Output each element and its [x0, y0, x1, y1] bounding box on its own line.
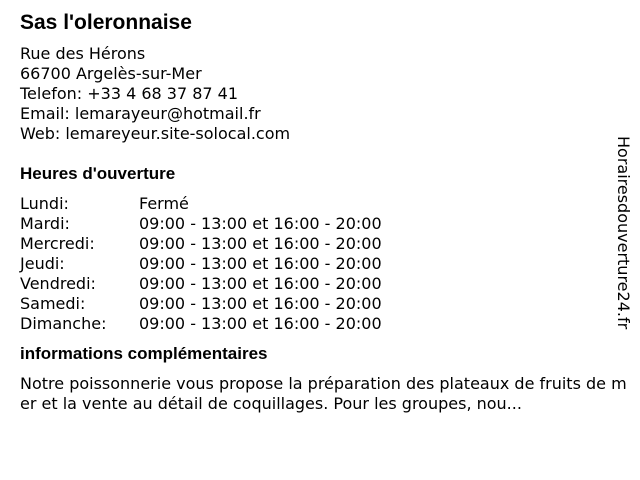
day-label: Mercredi: — [20, 234, 95, 253]
day-label: Samedi: — [20, 294, 86, 313]
time-value: 09:00 - 13:00 et 16:00 - 20:00 — [139, 214, 382, 233]
day-label: Dimanche: — [20, 314, 107, 333]
address-block — [20, 44, 620, 144]
info-description: Notre poissonnerie vous propose la préparation des plateaux de fruits de mer et la vente au détail de coquillages. Pour les groupes, nou... — [20, 374, 627, 413]
info-heading: informations complémentaires — [20, 344, 268, 363]
hours-row-mercredi — [20, 234, 620, 254]
day-label: Mardi: — [20, 214, 70, 233]
site-watermark-label: Horairesdouverture24.fr — [614, 136, 633, 330]
hours-row-samedi — [20, 294, 620, 314]
time-value: 09:00 - 13:00 et 16:00 - 20:00 — [139, 274, 382, 293]
day-label: Vendredi: — [20, 274, 96, 293]
business-name: Sas l'oleronnaise — [20, 11, 192, 34]
time-value: 09:00 - 13:00 et 16:00 - 20:00 — [139, 234, 382, 253]
city-address: 66700 Argelès-sur-Mer — [20, 64, 202, 83]
day-label: Lundi: — [20, 194, 69, 213]
hours-row-jeudi — [20, 254, 620, 274]
email-address: Email: lemarayeur@hotmail.fr — [20, 104, 261, 123]
hours-table — [20, 194, 620, 334]
time-value: 09:00 - 13:00 et 16:00 - 20:00 — [139, 254, 382, 273]
hours-row-lundi — [20, 194, 620, 214]
time-value: Fermé — [139, 194, 189, 213]
hours-row-mardi — [20, 214, 620, 234]
phone-number: Telefon: +33 4 68 37 87 41 — [20, 84, 239, 103]
website: Web: lemareyeur.site-solocal.com — [20, 124, 291, 143]
hours-row-dimanche — [20, 314, 620, 334]
hours-row-vendredi — [20, 274, 620, 294]
time-value: 09:00 - 13:00 et 16:00 - 20:00 — [139, 294, 382, 313]
hours-heading: Heures d'ouverture — [20, 164, 176, 183]
street-address: Rue des Hérons — [20, 44, 146, 63]
time-value: 09:00 - 13:00 et 16:00 - 20:00 — [139, 314, 382, 333]
day-label: Jeudi: — [20, 254, 65, 273]
